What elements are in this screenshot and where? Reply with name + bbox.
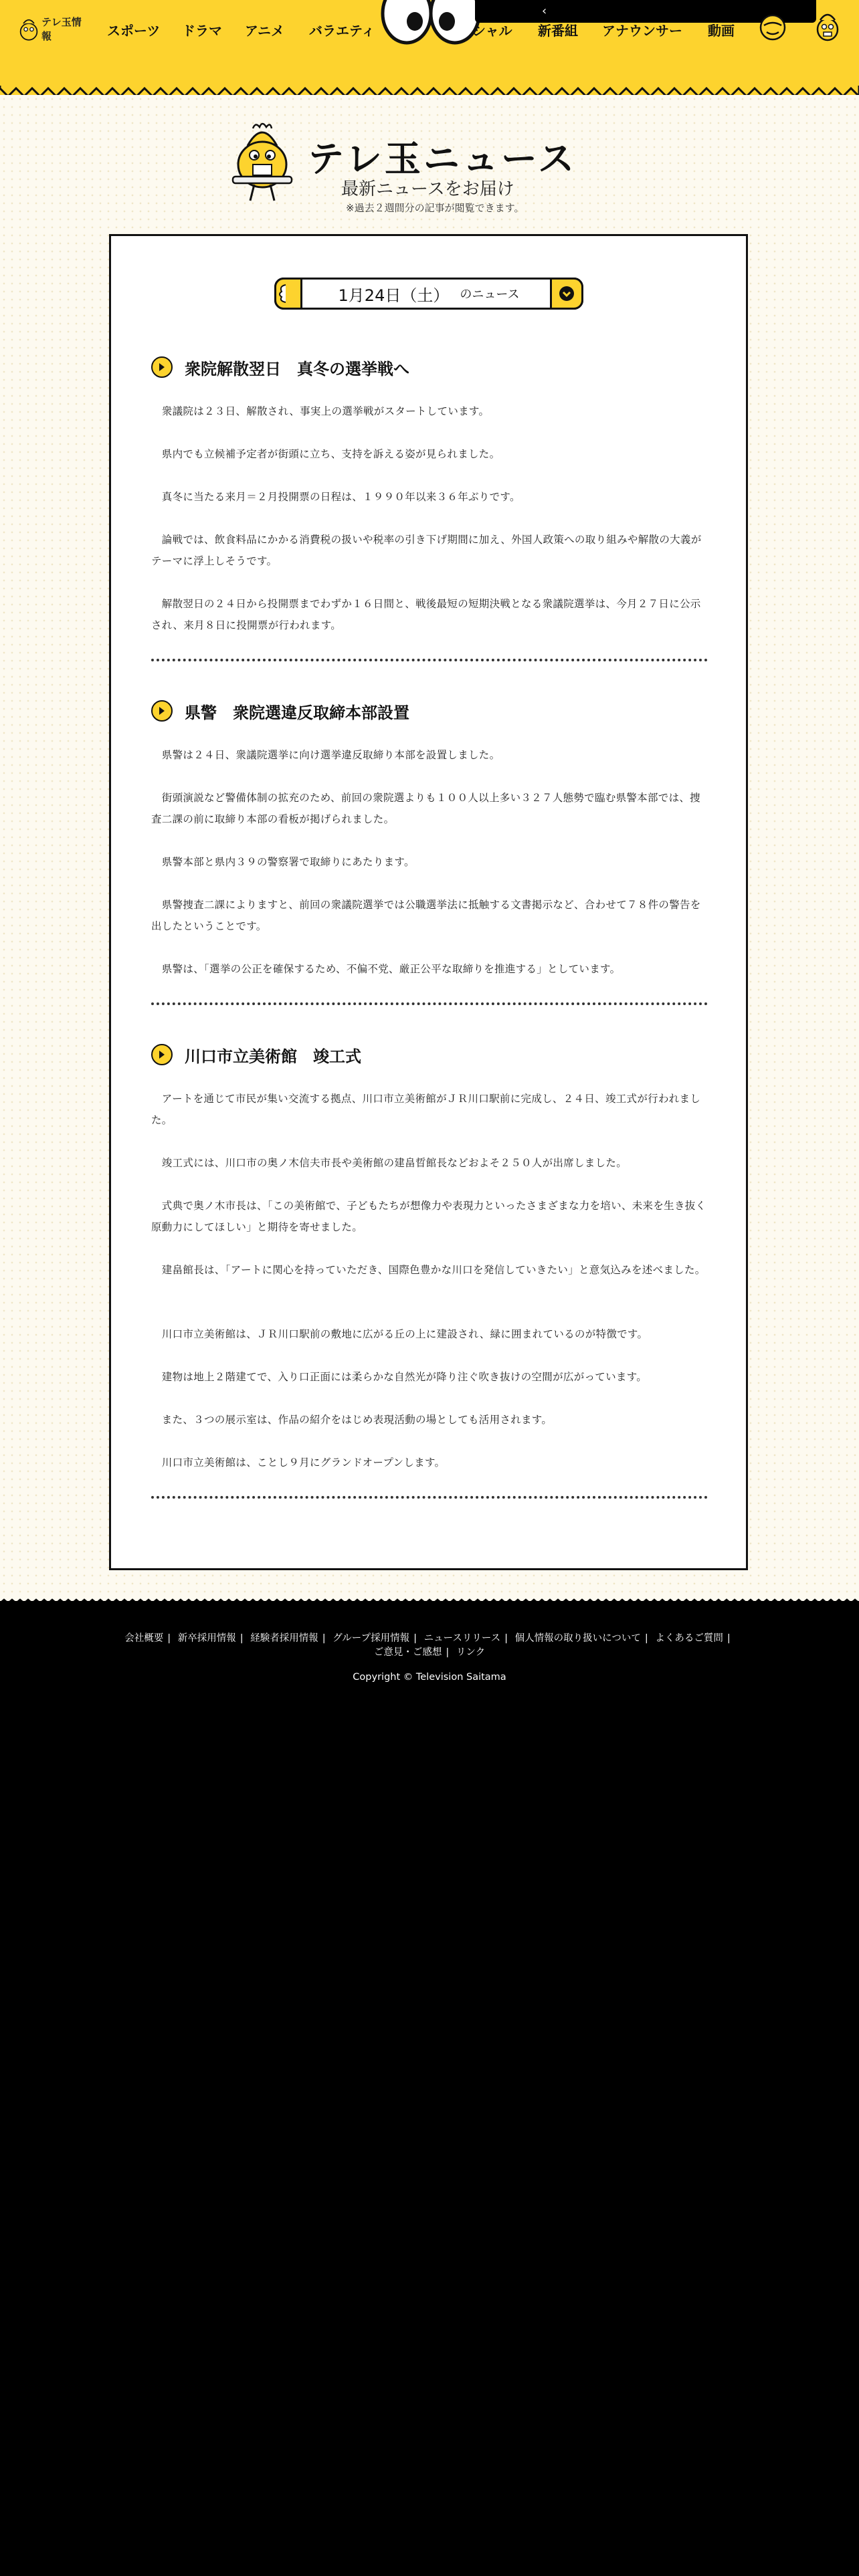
chevron-left-icon[interactable]: ‹ (542, 4, 547, 18)
article-paragraph: また、３つの展示室は、作品の紹介をはじめ表現活動の場としても活用されます。 (151, 1414, 553, 1426)
date-suffix: のニュース (460, 288, 520, 302)
article-paragraph: 建物は地上２階建てで、入り口正面には柔らかな自然光が降り注ぐ吹き抜けの空間が広がっています。 (151, 1371, 648, 1383)
article-title-text: 県警 衆院選違反取締本部設置 (185, 703, 409, 722)
article-paragraph: 川口市立美術館は、ことし９月にグランドオープンします。 (151, 1457, 446, 1469)
footer-separator: | (240, 1633, 244, 1644)
date-select-toggle[interactable] (550, 278, 583, 310)
footer-link-feedback[interactable]: ご意見・ご感想 (373, 1647, 442, 1658)
article-paragraph: 建畠館長は、「アートに関心を持っていただき、国際色豊かな川口を発信していきたい」と意気込みを述べました。 (151, 1264, 706, 1276)
article-3 (151, 1041, 708, 1469)
article-title[interactable] (151, 697, 708, 724)
date-select-left-cap (274, 278, 302, 310)
article-2 (151, 697, 708, 975)
chevron-right-icon (151, 356, 173, 378)
logo-text: テレ玉情報 (41, 16, 82, 42)
footer-link-privacy[interactable]: 個人情報の取り扱いについて (514, 1633, 641, 1644)
mascot-logo-icon (19, 15, 39, 43)
nav-item-anime[interactable]: アニメ (245, 23, 284, 39)
divider (151, 1002, 708, 1005)
article-paragraph: 論戦では、飲食料品にかかる消費税の扱いや税率の引き下げ期間に加え、外国人政策への取り組みや解散の大義がテーマに浮上しそうです。 (151, 534, 702, 567)
page-subtitle: 最新ニュースをお届け (341, 179, 514, 199)
article-paragraph: 県警は２４日、衆議院選挙に向け選挙違反取締り本部を設置しました。 (151, 749, 500, 761)
mascot-character-icon (227, 119, 297, 206)
site-footer (0, 1602, 859, 2576)
article-paragraph: 衆議院は２３日、解散され、事実上の選挙戦がスタートしています。 (151, 405, 490, 417)
divider (151, 659, 708, 661)
nav-item-drama[interactable]: ドラマ (182, 23, 222, 39)
nav-item-variety[interactable]: バラエティ (309, 23, 375, 39)
footer-separator: | (727, 1633, 731, 1644)
chevron-down-icon (559, 286, 575, 302)
page-title: テレ玉ニュース (308, 138, 577, 180)
nav-item-special[interactable]: シャル (472, 23, 512, 39)
footer-link-group[interactable]: グループ採用情報 (332, 1633, 410, 1644)
date-select[interactable] (274, 278, 583, 310)
article-paragraph: 解散翌日の２４日から投開票までわずか１６日間と、戦後最短の短期決戦となる衆議院選挙は、今月２７日に公示され、来月８日に投開票が行われます。 (151, 598, 701, 631)
article-paragraph: 県内でも立候補予定者が街頭に立ち、支持を訴える姿が見られました。 (151, 448, 500, 460)
article-paragraph: 真冬に当たる来月＝２月投開票の日程は、１９９０年以来３６年ぶりです。 (151, 491, 520, 503)
footer-separator: | (413, 1633, 417, 1644)
mascot-eyes-icon (380, 0, 480, 47)
footer-links (100, 1632, 759, 1660)
footer-link-news-release[interactable]: ニュースリリース (423, 1633, 501, 1644)
footer-separator: | (167, 1633, 171, 1644)
site-header (0, 0, 859, 95)
article-paragraph: 竣工式には、川口市の奥ノ木信夫市長や美術館の建畠晢館長などおよそ２５０人が出席しました。 (151, 1157, 628, 1169)
footer-separator: | (644, 1633, 648, 1644)
article-title[interactable] (151, 1041, 708, 1068)
mascot-menu-icon[interactable] (812, 8, 843, 43)
article-paragraph: 川口市立美術館は、ＪＲ川口駅前の敷地に広がる丘の上に建設され、緑に囲まれているのが特徴です。 (151, 1328, 648, 1340)
footer-separator: | (504, 1633, 508, 1644)
footer-separator: | (446, 1647, 450, 1658)
chevron-right-icon (151, 1044, 173, 1065)
article-paragraph: 式典で奥ノ木市長は、「この美術館で、子どもたちが想像力や表現力といったさまざまな力を培い、未来を生き抜く原動力にしてほしい」と期待を寄せました。 (151, 1200, 706, 1233)
footer-separator: | (322, 1633, 326, 1644)
article-title[interactable] (151, 354, 708, 381)
footer-link-links[interactable]: リンク (456, 1647, 486, 1658)
nav-item-sports[interactable]: スポーツ (107, 23, 161, 39)
selected-date: 1月24日（土） (338, 286, 450, 305)
article-paragraph: 街頭演説など警備体制の拡充のため、前回の衆院選よりも１００人以上多い３２７人態勢で臨む県警本部では、捜査二課の前に取締り本部の看板が掲げられました。 (151, 792, 700, 825)
site-logo[interactable] (19, 12, 86, 45)
page-header (227, 114, 629, 221)
news-card (109, 234, 748, 1570)
footer-link-experienced[interactable]: 経験者採用情報 (250, 1633, 318, 1644)
article-title-text: 川口市立美術館 竣工式 (185, 1047, 361, 1066)
footer-link-new-grad[interactable]: 新卒採用情報 (177, 1633, 236, 1644)
scroll-curl-icon (276, 280, 300, 308)
nav-item-new-programs[interactable]: 新番組 (538, 23, 578, 39)
archive-note: ※過去２週間分の記事が閲覧できます。 (346, 202, 524, 214)
nav-item-announcers[interactable]: アナウンサー (602, 23, 682, 39)
copyright: Copyright © Television Saitama (353, 1672, 506, 1683)
footer-link-faq[interactable]: よくあるご質問 (655, 1633, 723, 1644)
article-paragraph: 県警捜査二課によりますと、前回の衆議院選挙では公職選挙法に抵触する文書掲示など、合わせて７８件の警告を出したということです。 (151, 899, 701, 932)
nav-item-videos[interactable]: 動画 (708, 23, 735, 39)
divider (151, 1496, 708, 1499)
article-paragraph: アートを通じて市民が集い交流する拠点、川口市立美術館がＪＲ川口駅前に完成し、２４日、竣工式が行われました。 (151, 1093, 701, 1126)
article-paragraph: 県警本部と県内３９の警察署で取締りにあたります。 (151, 856, 415, 868)
chevron-right-icon (151, 700, 173, 722)
article-1 (151, 354, 708, 631)
character-icon[interactable] (757, 12, 788, 43)
article-title-text: 衆院解散翌日 真冬の選挙戦へ (185, 359, 409, 379)
article-paragraph: 県警は、「選挙の公正を確保するため、不偏不党、厳正公平な取締りを推進する」としています。 (151, 963, 621, 975)
footer-link-company[interactable]: 会社概要 (124, 1633, 164, 1644)
